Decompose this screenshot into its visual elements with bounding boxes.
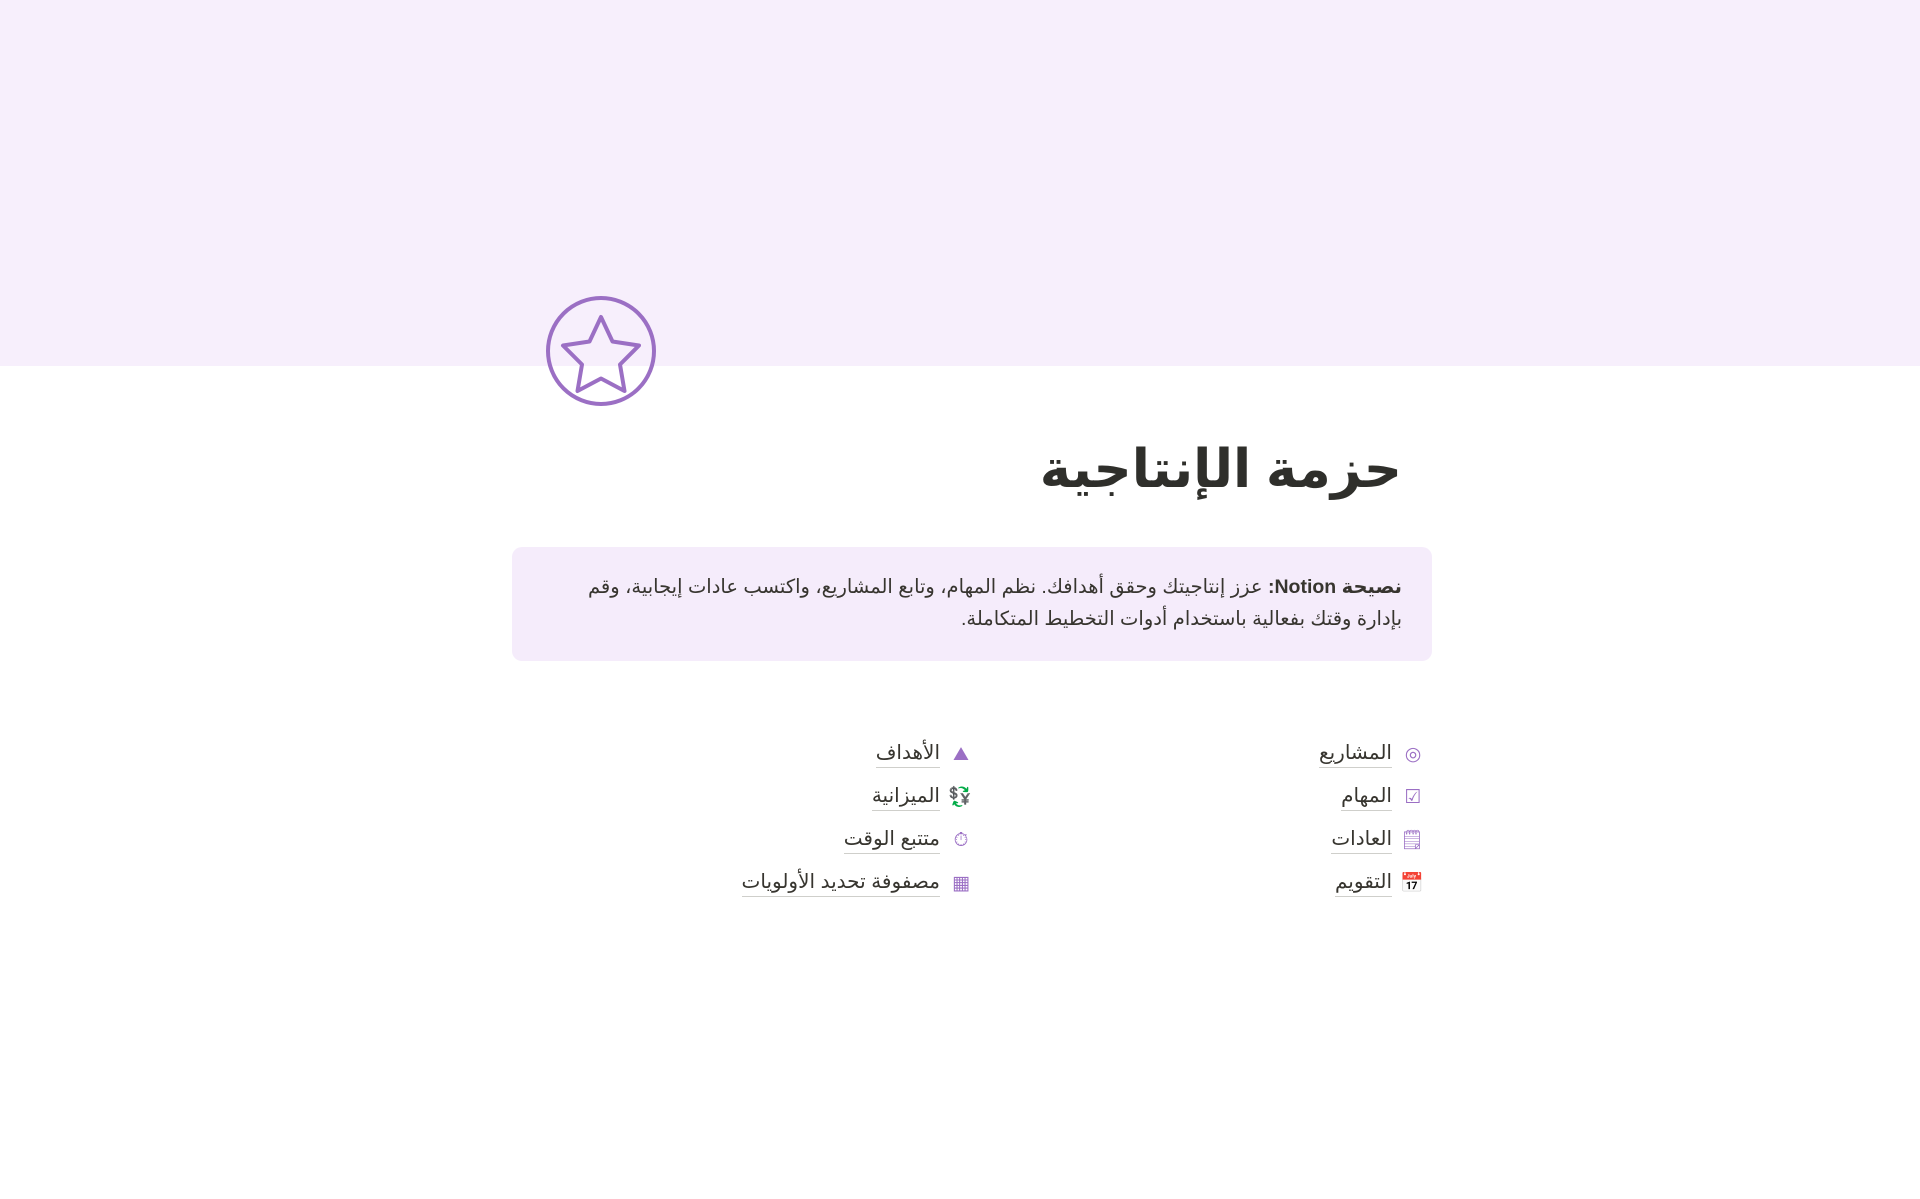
tip-callout: [512, 547, 1432, 661]
star-in-circle-icon[interactable]: [533, 283, 669, 419]
money-icon: 💱: [948, 786, 972, 808]
link-time-tracker[interactable]: متتبع الوقت: [844, 826, 940, 854]
mountain-icon: ⛰: [953, 743, 969, 765]
callout-lead: نصيحة Notion:: [1267, 575, 1402, 598]
link-budget[interactable]: الميزانية: [872, 783, 940, 811]
link-calendar[interactable]: التقويم: [1335, 869, 1392, 897]
link-tasks[interactable]: المهام: [1341, 783, 1392, 811]
list-item[interactable]: [972, 868, 1424, 898]
link-column-left: [512, 739, 972, 898]
page-content: [512, 440, 1432, 898]
link-habits[interactable]: العادات: [1331, 826, 1392, 854]
list-item[interactable]: [512, 825, 972, 855]
list-item[interactable]: [512, 739, 972, 769]
list-item[interactable]: [512, 782, 972, 812]
target-icon: ◎: [1404, 743, 1422, 765]
list-item[interactable]: [512, 868, 972, 898]
grid-icon: ▦: [952, 872, 970, 894]
link-projects[interactable]: المشاريع: [1319, 740, 1392, 768]
list-item[interactable]: [972, 739, 1424, 769]
callout-body: عزز إنتاجيتك وحقق أهدافك. نظم المهام، وتابع المشاريع، واكتسب عادات إيجابية، وقم بإدارة وقتك بفعالية باستخدام أدوات التخطيط المتكاملة.: [587, 575, 1402, 631]
list-item[interactable]: [972, 825, 1424, 855]
page-title: حزمة الإنتاجية: [1039, 440, 1402, 499]
stopwatch-icon: ⏱: [953, 829, 969, 851]
page-cover: [0, 0, 1920, 366]
checkbox-icon: ☑: [1404, 786, 1422, 808]
calendar-icon: 📅: [1400, 872, 1424, 894]
link-columns: [512, 739, 1432, 898]
link-column-right: [972, 739, 1432, 898]
link-goals[interactable]: الأهداف: [876, 740, 940, 768]
link-priority-matrix[interactable]: مصفوفة تحديد الأولويات: [742, 869, 940, 897]
checklist-icon: 🗒: [1399, 829, 1424, 851]
list-item[interactable]: [972, 782, 1424, 812]
